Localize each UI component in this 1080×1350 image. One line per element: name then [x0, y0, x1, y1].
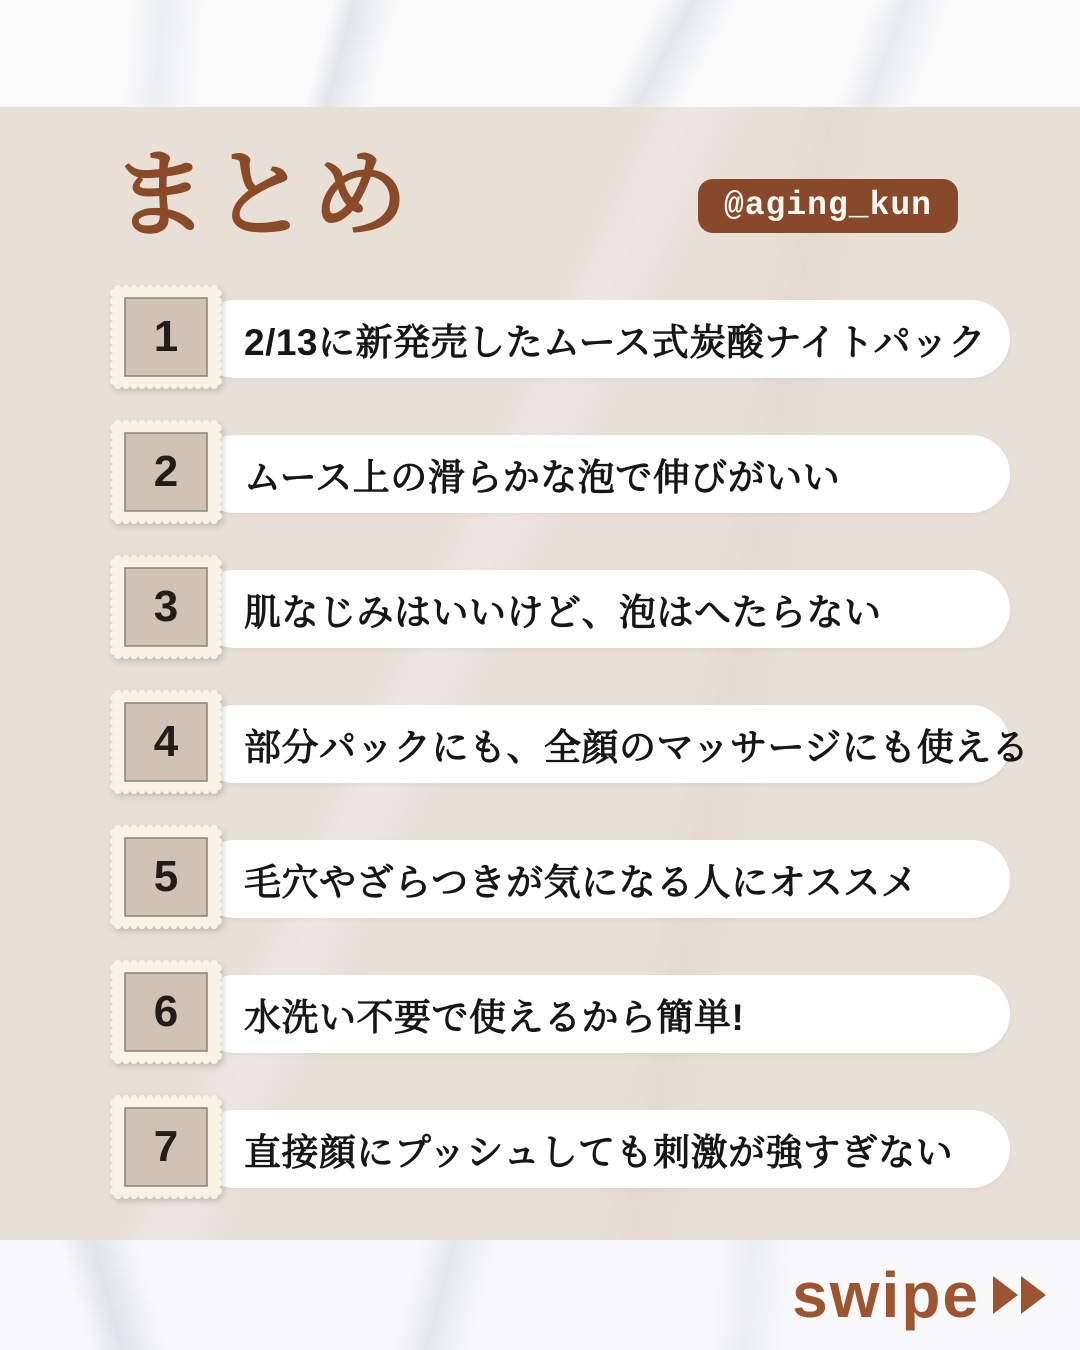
- item-text: 部分パックにも、全顔のマッサージにも使える: [244, 727, 1030, 768]
- item-text-pill: [196, 1110, 1010, 1188]
- list-item: [108, 1093, 1010, 1205]
- item-number: 4: [153, 717, 179, 766]
- list-item: [108, 958, 1010, 1070]
- list-item: [108, 553, 1010, 665]
- item-number-stamp: [108, 958, 224, 1070]
- item-number-stamp: [108, 1093, 224, 1205]
- item-text-pill: [196, 570, 1010, 648]
- account-handle-badge[interactable]: @aging_kun: [698, 179, 958, 233]
- item-text-pill: [196, 975, 1010, 1053]
- item-number: 7: [153, 1122, 179, 1171]
- item-text-pill: [196, 300, 1010, 378]
- page-title: まとめ: [112, 142, 412, 249]
- summary-card: [0, 107, 1080, 1240]
- item-number-stamp: [108, 418, 224, 530]
- item-text: 毛穴やざらつきが気になる人にオススメ: [244, 862, 919, 903]
- item-number: 5: [153, 852, 179, 901]
- swipe-label: swipe: [792, 1259, 980, 1331]
- item-number: 3: [153, 582, 179, 631]
- item-text: 直接顔にプッシュしても刺激が強すぎない: [244, 1132, 954, 1173]
- item-number-stamp: [108, 283, 224, 395]
- swipe-indicator[interactable]: [792, 1254, 1046, 1336]
- item-text: 水洗い不要で使えるから簡単!: [244, 997, 745, 1038]
- list-item: [108, 418, 1010, 530]
- list-item: [108, 688, 1030, 800]
- top-marble-band: [0, 0, 1080, 107]
- item-text: 肌なじみはいいけど、泡はへたらない: [244, 592, 882, 633]
- item-number: 1: [153, 312, 179, 361]
- item-text-pill: [196, 840, 1010, 918]
- summary-list: [108, 283, 1030, 1228]
- item-number: 6: [153, 987, 179, 1036]
- list-item: [108, 283, 1010, 395]
- item-text-pill: [196, 705, 1030, 783]
- item-number-stamp: [108, 553, 224, 665]
- item-number-stamp: [108, 823, 224, 935]
- item-number-stamp: [108, 688, 224, 800]
- list-item: [108, 823, 1010, 935]
- item-text: 2/13に新発売したムース式炭酸ナイトパック: [244, 322, 986, 363]
- item-number: 2: [153, 447, 179, 496]
- item-text-pill: [196, 435, 1010, 513]
- double-arrow-right-icon: [990, 1276, 1046, 1314]
- item-text: ムース上の滑らかな泡で伸びがいい: [244, 457, 841, 498]
